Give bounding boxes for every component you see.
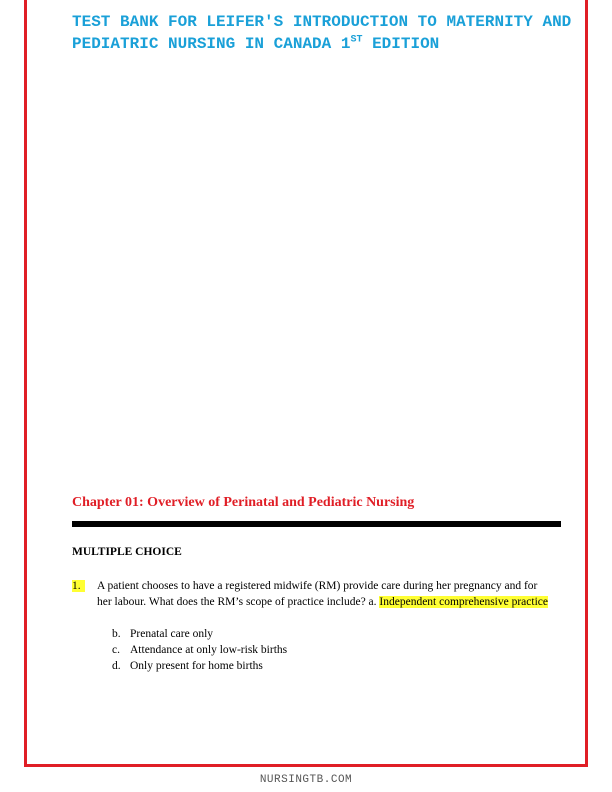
option-letter: d. (112, 660, 121, 672)
option-text: Prenatal care only (130, 628, 214, 640)
answer-option-a: Independent comprehensive practice (379, 596, 548, 608)
chapter-divider (72, 521, 561, 527)
option-text: Attendance at only low-risk births (130, 644, 288, 656)
document-title (72, 11, 572, 55)
page-footer: NURSINGTB.COM (259, 774, 353, 786)
document-title-edition: EDITION (362, 35, 440, 53)
page-border-left (24, 0, 27, 767)
option-letter: c. (112, 644, 120, 656)
question-item (72, 578, 552, 610)
document-title-superscript: ST (350, 34, 363, 46)
page-border-right (585, 0, 588, 767)
answer-option-c (112, 642, 287, 658)
answer-options-list (112, 626, 287, 674)
chapter-title: Chapter 01: Overview of Perinatal and Pediatric Nursing (72, 495, 415, 510)
answer-option-b (112, 626, 287, 642)
document-title-text: TEST BANK FOR LEIFER'S INTRODUCTION TO MATERNITY AND PEDIATRIC NURSING IN CANADA 1 (72, 13, 572, 53)
question-text (97, 578, 552, 610)
answer-option-d (112, 658, 287, 674)
section-heading: MULTIPLE CHOICE (72, 546, 182, 558)
question-number: 1. (72, 578, 96, 594)
option-letter: b. (112, 628, 121, 640)
page-border-bottom (24, 764, 588, 767)
option-text: Only present for home births (130, 660, 263, 672)
question-stem: A patient chooses to have a registered midwife (RM) provide care during her pregnancy and for her labour. What does the RM’s scope of practice include? a. (97, 580, 538, 608)
